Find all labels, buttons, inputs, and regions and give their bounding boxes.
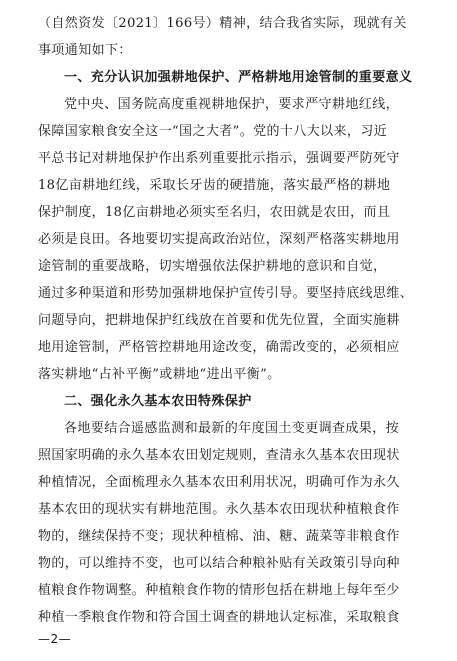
body-text-line: 18亿亩耕地红线，采取长牙齿的硬措施，落实最严格的耕地 xyxy=(38,178,391,193)
body-text-line: 通过多种渠道和形势加强耕地保护宣传引导。要坚持底线思维、 xyxy=(38,286,414,301)
body-text-line: 平总书记对耕地保护作出系列重要批示指示，强调要严防死守 xyxy=(38,151,400,166)
body-text-line: 各地要结合遥感监测和最新的年度国土变更调查成果，按 xyxy=(64,421,400,436)
document-page xyxy=(38,10,421,631)
body-text-line: 基本农田的现状实有耕地范围。永久基本农田现状种植粮食作 xyxy=(38,502,400,517)
body-text-line: 物的，继续保持不变；现状种植棉、油、糖、蔬菜等非粮食作 xyxy=(38,529,400,544)
body-text-line: 必须是良田。各地要切实提高政治站位，深刻严格落实耕地用 xyxy=(38,232,400,247)
body-text-line: 保障国家粮食安全这一“国之大者”。党的十八大以来，习近 xyxy=(38,124,388,139)
body-text-line: （自然资发〔2021〕166号）精神，结合我省实际，现就有关 xyxy=(38,16,407,31)
section-heading: 一、充分认识加强耕地保护、严格耕地用途管制的重要意义 xyxy=(64,70,413,85)
body-text-line: 照国家明确的永久基本农田划定规则，查清永久基本农田现状 xyxy=(38,448,400,463)
body-text-line: 种植一季粮食作物和符合国土调查的耕地认定标准，采取粮食 xyxy=(38,610,400,625)
body-text-line: 问题导向，把耕地保护红线放在首要和优先位置，全面实施耕 xyxy=(38,313,400,328)
body-text-line: 落实耕地“占补平衡”或耕地“进出平衡”。 xyxy=(38,367,281,382)
body-text-line: 植粮食作物调整。种植粮食作物的情形包括在耕地上每年至少 xyxy=(38,583,400,598)
body-text-line: 途管制的重要战略，切实增强依法保护耕地的意识和自觉， xyxy=(38,259,387,274)
body-text-line: 事项通知如下： xyxy=(38,43,132,58)
section-heading: 二、强化永久基本农田特殊保护 xyxy=(64,394,252,409)
body-text-line: 保护制度，18亿亩耕地必须实至名归，农田就是农田，而且 xyxy=(38,205,391,220)
body-text-line: 党中央、国务院高度重视耕地保护，要求严守耕地红线， xyxy=(64,97,400,112)
body-text-line: 种植情况，全面梳理永久基本农田利用状况，明确可作为永久 xyxy=(38,475,400,490)
page-number: —2— xyxy=(38,632,72,646)
body-text-line: 地用途管制，严格管控耕地用途改变，确需改变的，必须相应 xyxy=(38,340,400,355)
body-text-line: 物的，可以维持不变，也可以结合种粮补贴有关政策引导向种 xyxy=(38,556,400,571)
